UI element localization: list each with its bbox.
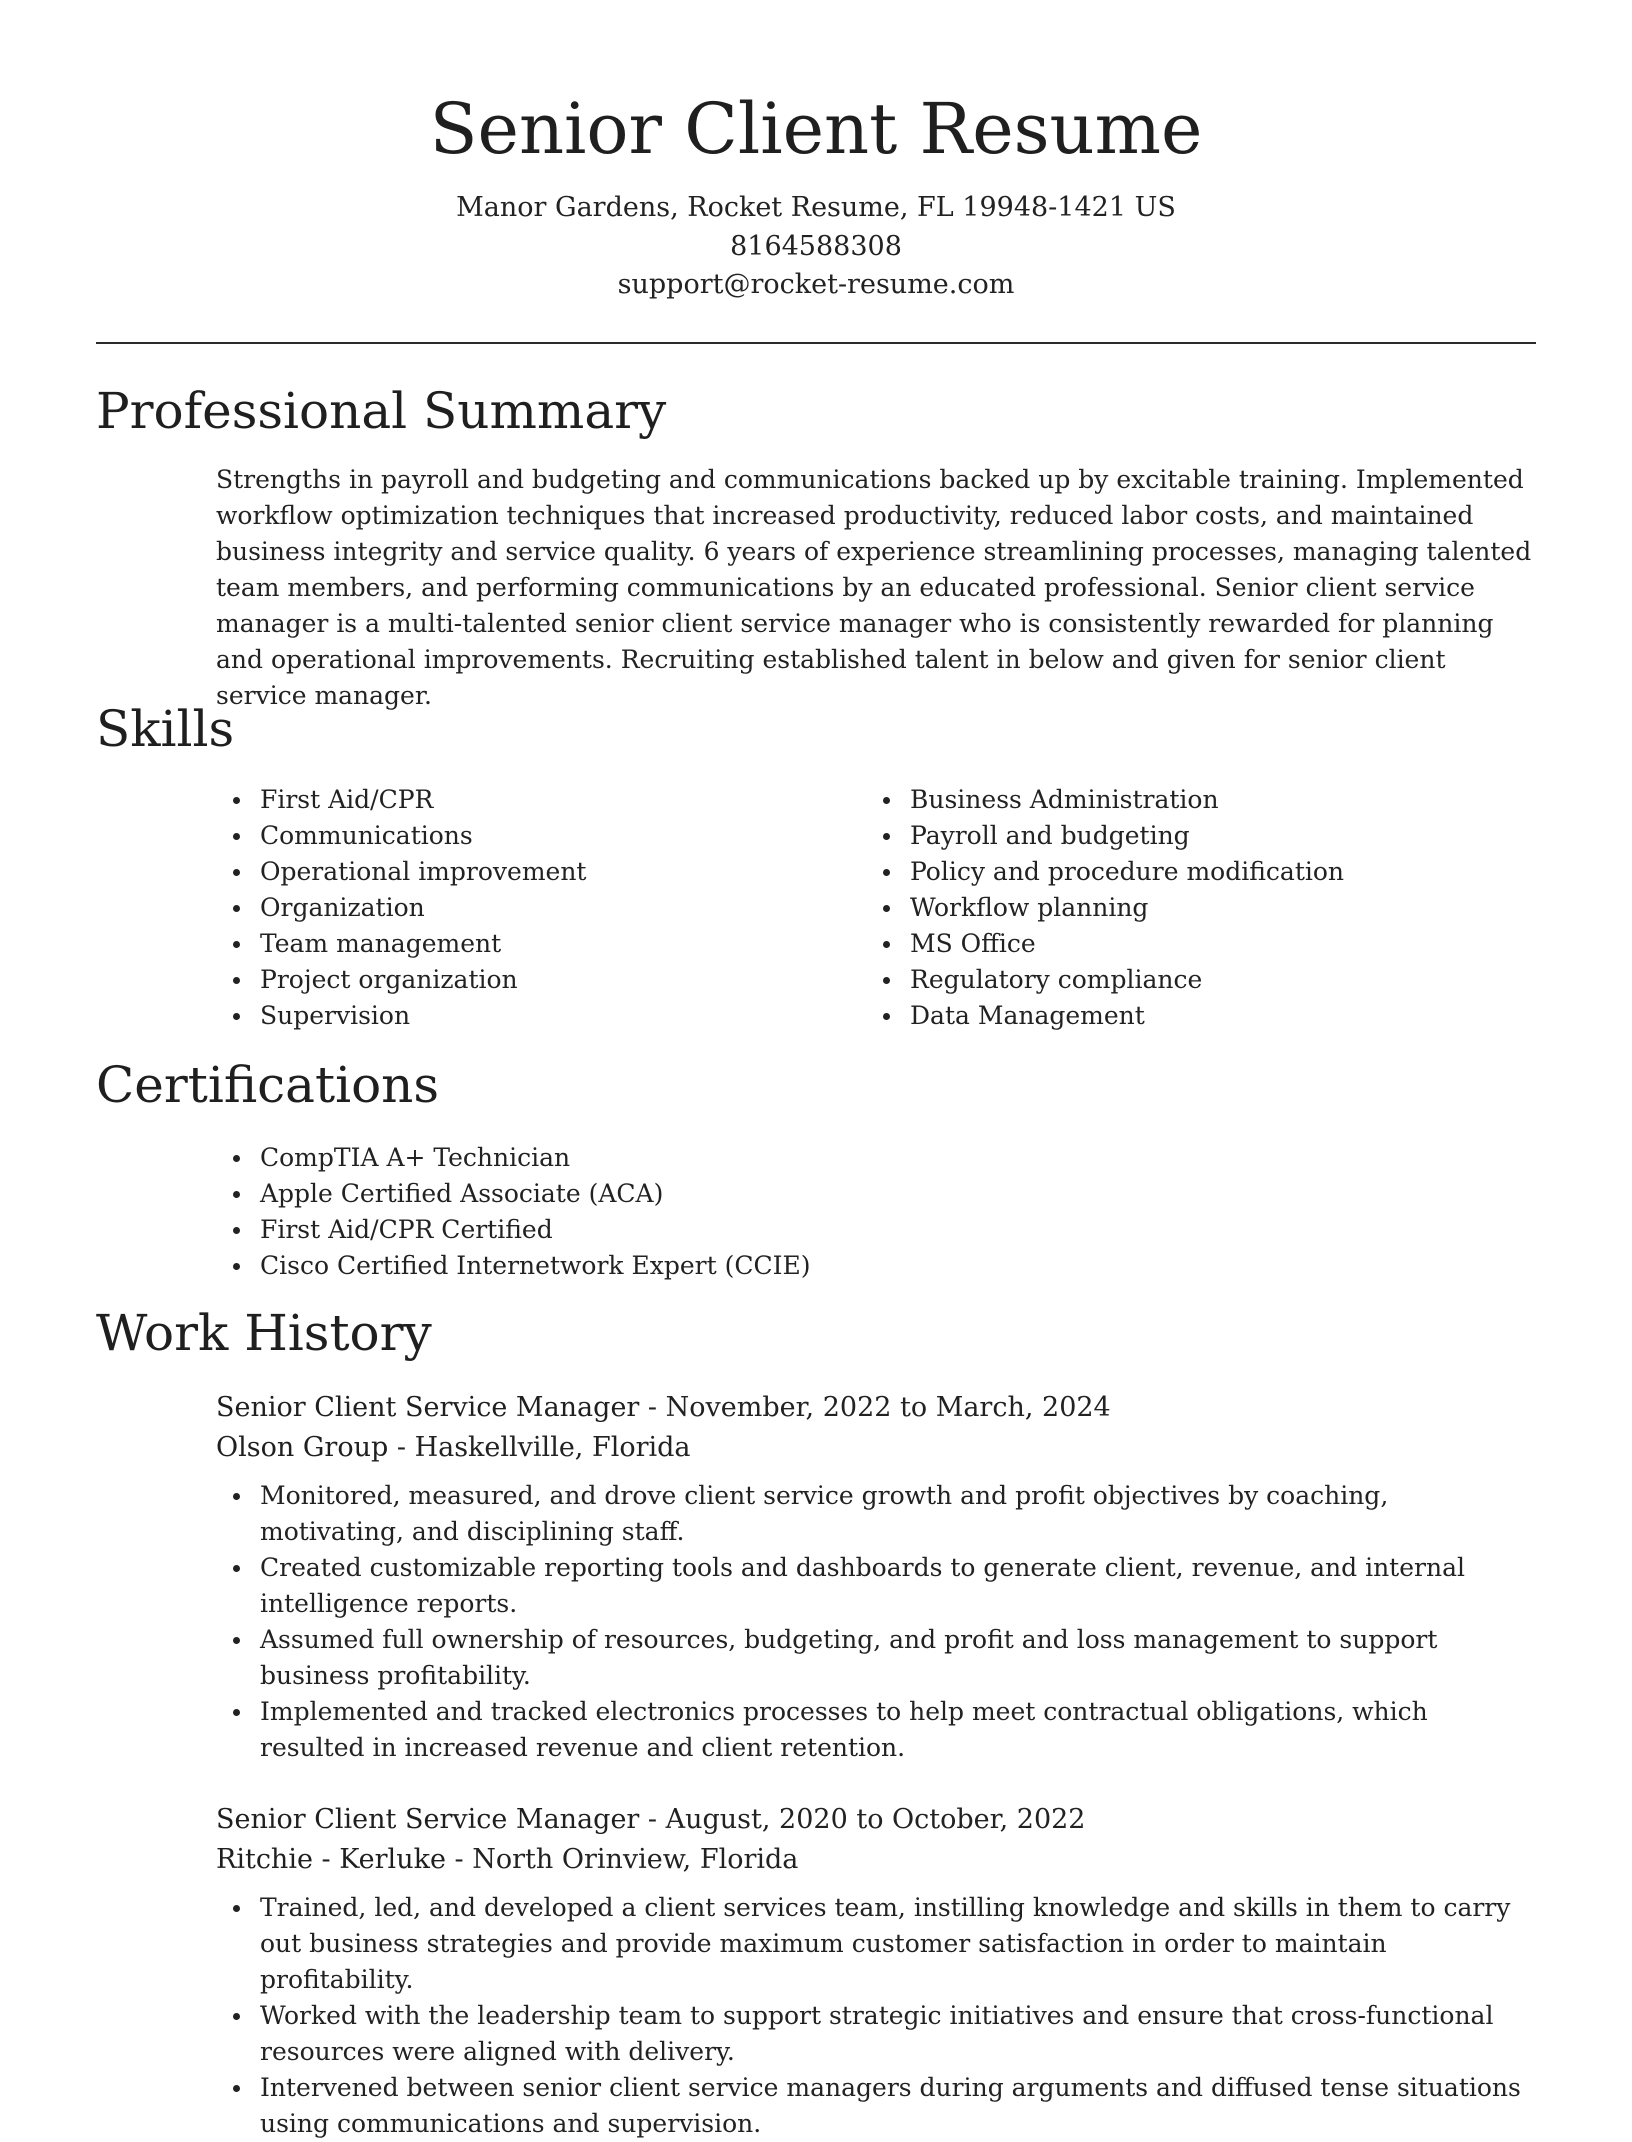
job-duty: Intervened between senior client service managers during arguments and diffused tense situations using communications and supervision. <box>216 2070 1536 2142</box>
job-position: Senior Client Service Manager <box>216 1804 640 1835</box>
skill-item: Supervision <box>216 998 816 1034</box>
certification-item: First Aid/CPR Certified <box>216 1212 1116 1248</box>
summary-heading: Professional Summary <box>96 382 667 440</box>
job-dates: November, 2022 to March, 2024 <box>665 1392 1111 1423</box>
contact-phone: 8164588308 <box>730 231 902 262</box>
certification-item: Cisco Certified Internetwork Expert (CCIE) <box>216 1248 1116 1284</box>
skill-item: MS Office <box>866 926 1506 962</box>
summary-text: Strengths in payroll and budgeting and communications backed up by excitable training. Implemented workflow optimization techniques that increased productivity, reduced labor costs, and maintained business integrity and service quality. 6 years of experience streamlining processes, managing talented team members, and performing communications by an educated professional. Senior client service manager is a multi-talented senior client service manager who is consistently rewarded for planning and operational improvements. Recruiting established talent in below and given for senior client service manager. <box>216 465 1532 710</box>
skills-heading: Skills <box>96 700 235 758</box>
skill-item: Data Management <box>866 998 1506 1034</box>
skill-item: Communications <box>216 818 816 854</box>
job-duty: Monitored, measured, and drove client service growth and profit objectives by coaching, motivating, and disciplining staff. <box>216 1478 1536 1550</box>
job-title-line: Senior Client Service Manager - November, 2022 to March, 2024 <box>216 1392 1111 1423</box>
job-company-line: Ritchie - Kerluke - North Orinview, Florida <box>216 1844 799 1875</box>
job-title-line: Senior Client Service Manager - August, 2020 to October, 2022 <box>216 1804 1086 1835</box>
skill-item: Team management <box>216 926 816 962</box>
job-duty: Trained, led, and developed a client services team, instilling knowledge and skills in them to carry out business strategies and provide maximum customer satisfaction in order to maintain profitability. <box>216 1890 1536 1998</box>
job-company: Olson Group <box>216 1432 389 1463</box>
header-divider <box>96 342 1536 344</box>
skill-item: Operational improvement <box>216 854 816 890</box>
certifications-list <box>216 1140 1116 1284</box>
certification-item: CompTIA A+ Technician <box>216 1140 1116 1176</box>
job-position: Senior Client Service Manager <box>216 1392 640 1423</box>
certifications-heading: Certifications <box>96 1056 440 1114</box>
skill-item: Organization <box>216 890 816 926</box>
skill-item: First Aid/CPR <box>216 782 816 818</box>
skill-item: Business Administration <box>866 782 1506 818</box>
job-location: Haskellville, Florida <box>414 1432 691 1463</box>
job-location: North Orinview, Florida <box>472 1844 799 1875</box>
job-duty: Implemented and tracked electronics processes to help meet contractual obligations, which resulted in increased revenue and client retention. <box>216 1694 1536 1766</box>
skills-list-right <box>866 782 1506 1034</box>
skill-item: Workflow planning <box>866 890 1506 926</box>
job-company: Ritchie - Kerluke <box>216 1844 446 1875</box>
job-duty: Worked with the leadership team to support strategic initiatives and ensure that cross-functional resources were aligned with delivery. <box>216 1998 1536 2070</box>
job-duty: Assumed full ownership of resources, budgeting, and profit and loss management to support business profitability. <box>216 1622 1536 1694</box>
resume-name: Senior Client Resume <box>429 88 1203 170</box>
job-duties-list <box>216 1478 1536 1766</box>
work-history-heading: Work History <box>96 1304 432 1362</box>
skill-item: Project organization <box>216 962 816 998</box>
contact-email: support@rocket-resume.com <box>617 269 1015 300</box>
job-duties-list <box>216 1890 1536 2142</box>
skill-item: Policy and procedure modification <box>866 854 1506 890</box>
skill-item: Payroll and budgeting <box>866 818 1506 854</box>
job-duty: Created customizable reporting tools and dashboards to generate client, revenue, and internal intelligence reports. <box>216 1550 1536 1622</box>
job-dates: August, 2020 to October, 2022 <box>665 1804 1086 1835</box>
contact-address: Manor Gardens, Rocket Resume, FL 19948-1421 US <box>456 192 1176 223</box>
skill-item: Regulatory compliance <box>866 962 1506 998</box>
certification-item: Apple Certified Associate (ACA) <box>216 1176 1116 1212</box>
skills-list-left <box>216 782 816 1034</box>
job-company-line: Olson Group - Haskellville, Florida <box>216 1432 691 1463</box>
